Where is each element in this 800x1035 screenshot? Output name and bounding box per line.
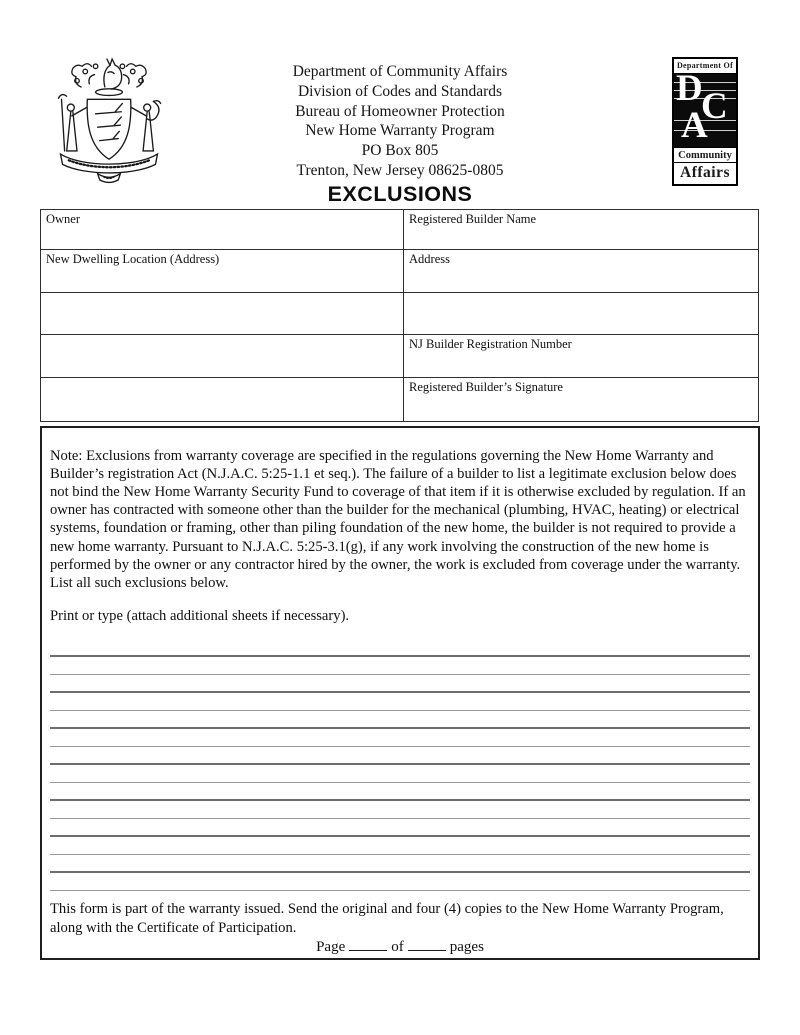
exclusion-entry-line[interactable] bbox=[50, 783, 750, 801]
dca-letter-a: A bbox=[681, 105, 708, 146]
exclusion-entry-line[interactable] bbox=[50, 855, 750, 873]
table-row bbox=[41, 378, 759, 422]
owner-label: Owner bbox=[46, 212, 81, 226]
exclusion-entry-line[interactable] bbox=[50, 657, 750, 675]
closing-text: This form is part of the warranty issued. Send the original and four (4) copies to the New Home Warranty Program, along with the Certificate of Participation. bbox=[50, 901, 724, 937]
dca-letter-c: C bbox=[701, 86, 728, 127]
owner-field[interactable] bbox=[41, 210, 404, 250]
table-row bbox=[41, 293, 759, 335]
exclusion-entry-line[interactable] bbox=[50, 801, 750, 819]
exclusion-entry-line[interactable] bbox=[50, 639, 750, 657]
agency-line: Department of Community Affairs bbox=[292, 63, 508, 80]
dca-logo-affairs-text: Affairs bbox=[680, 164, 730, 181]
page-title: EXCLUSIONS bbox=[327, 182, 473, 206]
agency-line: Bureau of Homeowner Protection bbox=[295, 102, 505, 120]
agency-line: Division of Codes and Standards bbox=[297, 82, 503, 100]
builder-address-extra-field[interactable] bbox=[404, 293, 759, 335]
agency-line: New Home Warranty Program bbox=[305, 122, 495, 140]
exclusion-entry-line[interactable] bbox=[50, 693, 750, 711]
table-row bbox=[41, 335, 759, 378]
dca-logo-letters bbox=[674, 74, 736, 148]
builder-address-field[interactable] bbox=[404, 250, 759, 293]
exclusion-entry-line[interactable] bbox=[50, 729, 750, 747]
exclusions-box bbox=[40, 426, 760, 960]
exclusion-entry-line[interactable] bbox=[50, 675, 750, 693]
dca-logo-top-text: Department Of bbox=[674, 59, 736, 74]
new-dwelling-location-field[interactable] bbox=[41, 250, 404, 293]
table-row bbox=[41, 250, 759, 293]
new-dwelling-location-label: New Dwelling Location (Address) bbox=[46, 252, 220, 266]
dca-logo bbox=[672, 57, 738, 186]
exclusion-entry-line[interactable] bbox=[50, 837, 750, 855]
pages-word: pages bbox=[449, 939, 484, 955]
registered-builder-name-label: Registered Builder Name bbox=[409, 212, 537, 226]
table-row bbox=[41, 210, 759, 250]
exclusion-entry-line[interactable] bbox=[50, 765, 750, 783]
exclusion-entry-line[interactable] bbox=[50, 819, 750, 837]
registered-builders-signature-label: Registered Builder’s Signature bbox=[409, 380, 563, 394]
blank-field[interactable] bbox=[41, 335, 404, 378]
agency-line: Trenton, New Jersey 08625-0805 bbox=[296, 161, 504, 179]
builder-address-label: Address bbox=[409, 252, 450, 266]
agency-line: PO Box 805 bbox=[361, 142, 439, 160]
dca-letter-d: D bbox=[676, 74, 703, 109]
note-text: Note: Exclusions from warranty coverage are specified in the regulations governing the New Home Warranty and Builder’s registration Act (N.J.A.C. 5:25-1.1 et seq.). The failure of a builder to list a legitimate exclusion below does not bind the New Home Warranty Security Fund to coverage of that item if it is otherwise excluded by regulation. If an owner has contracted with someone other than the builder for the mechanical (plumbing, HVAC, heating) or electrical systems, foundation or framing, other than piling foundation of the new home, the builder is not required to provide a new home warranty. Pursuant to N.J.A.C. 5:25-3.1(g), if any work involving the construction of the new home is performed by the owner or any contractor hired by the owner, the work is excluded from coverage under the warranty. List all such exclusions below. bbox=[50, 447, 746, 592]
registered-builders-signature-field[interactable] bbox=[404, 378, 759, 422]
new-dwelling-location-extra-field[interactable] bbox=[41, 293, 404, 335]
registered-builder-name-field[interactable] bbox=[404, 210, 759, 250]
of-word: of bbox=[391, 939, 404, 955]
page-number-blank[interactable] bbox=[349, 938, 387, 951]
writing-lines-area bbox=[50, 639, 750, 891]
page-count-line bbox=[42, 938, 758, 956]
exclusion-entry-line[interactable] bbox=[50, 711, 750, 729]
dca-logo-community-text: Community bbox=[674, 148, 736, 163]
form-table bbox=[40, 209, 759, 422]
nj-builder-registration-number-field[interactable] bbox=[404, 335, 759, 378]
instructions-text: Print or type (attach additional sheets if necessary). bbox=[50, 607, 350, 624]
page-word: Page bbox=[316, 939, 346, 955]
exclusion-entry-line[interactable] bbox=[50, 873, 750, 891]
exclusion-entry-line[interactable] bbox=[50, 747, 750, 765]
blank-field[interactable] bbox=[41, 378, 404, 422]
nj-builder-registration-number-label: NJ Builder Registration Number bbox=[409, 337, 572, 351]
total-pages-blank[interactable] bbox=[408, 938, 446, 951]
